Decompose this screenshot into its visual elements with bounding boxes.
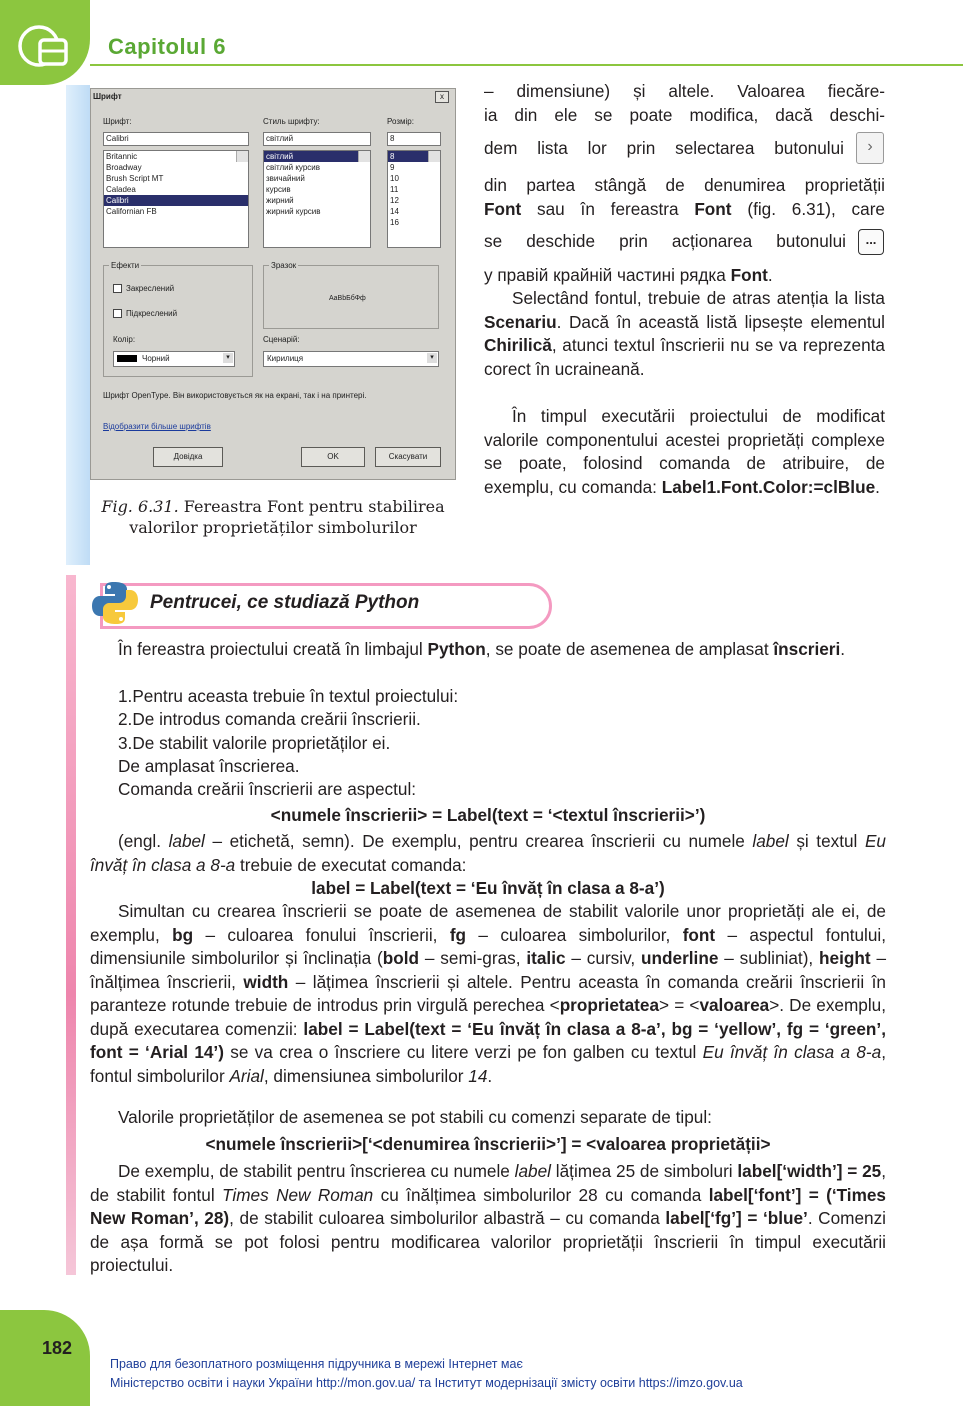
python-command-2: label = Label(text = ‘Eu învăț în clasa a 8-a’) <box>311 878 665 898</box>
style-list-item[interactable]: курсив <box>266 185 291 194</box>
chapter-icon <box>14 22 74 72</box>
style-list-item[interactable]: жирний <box>266 196 294 205</box>
chapter-title: Capitolul 6 <box>108 34 226 59</box>
underline-checkbox[interactable] <box>113 309 177 318</box>
footer-notice <box>110 1355 743 1393</box>
size-list[interactable] <box>387 150 441 248</box>
style-list-item[interactable]: світлий курсив <box>266 163 321 172</box>
size-list-item[interactable]: 12 <box>390 196 399 205</box>
side-pink-band <box>66 575 76 1275</box>
underline-label: Підкреслений <box>126 309 178 318</box>
scrollbar[interactable] <box>428 151 440 162</box>
python-step-3: 3.De stabilit valorile proprietăților ei. <box>118 733 391 753</box>
font-list-item[interactable]: Calibri <box>104 195 248 206</box>
right-line-1: – dimensiune) și altele. Valoarea fiecăre- <box>484 81 885 101</box>
size-list-item[interactable]: 10 <box>390 174 399 183</box>
figure-caption-text: Fereastra Font pentru stabilirea valorilor proprietăților simbolurilor <box>129 497 445 537</box>
ok-button[interactable]: OK <box>301 447 365 467</box>
python-paragraph-3: Simultan cu crearea înscrierii se poate de asemenea de stabilit valorile unor proprietăți ale ei, de exemplu, bg – culoarea fonului înscrierii, fg – culoarea simbolurilor, font – aspectul fontului, dimensiunile simbolurilor și înclinația (bold – semi-gras, italic – cursiv, underline – subliniat), height – înălțimea înscrierii, width – lățimea înscrierii și altele. Pentru aceasta în comanda creării înscrierii în paranteze rotunde trebuie de introdus prin virgulă perechea <proprietatea> = <valoarea>. De exemplu, după executarea comenzii: label = Label(text = ‘Eu învăț în clasa a 8-a’, bg = ‘yellow’, fg = ‘green’, font = ‘Arial 14’) se va crea o înscriere cu litere verzi pe fon galben cu textul Eu învăț în clasa a 8-a, fontul simbolurilor Arial, dimensiunea simbolurilor 14. <box>90 901 887 1086</box>
close-icon[interactable]: x <box>435 91 449 103</box>
right-line-7: у правій крайній частині рядка Font. <box>484 265 773 285</box>
size-list-item[interactable]: 9 <box>390 163 395 172</box>
python-command-3: <numele înscrierii>[‘<denumirea înscrierii>’] = <valoarea proprietății> <box>205 1134 771 1154</box>
chevron-right-icon[interactable]: › <box>856 132 884 164</box>
sample-text: AaBbБбФф <box>329 295 366 302</box>
script-select[interactable] <box>263 351 439 367</box>
chapter-corner-tab <box>0 0 90 85</box>
strike-label: Закреслений <box>126 284 175 293</box>
footer-line-1: Право для безоплатного розміщення підручника в мережі Інтернет має <box>110 1357 523 1371</box>
color-select[interactable] <box>113 351 235 367</box>
chevron-down-icon: ▾ <box>427 353 437 363</box>
python-step-5: Comanda creării înscrierii are aspectul: <box>118 779 417 799</box>
figure-caption <box>100 496 446 538</box>
script-value: Кирилиця <box>267 354 304 363</box>
font-input[interactable]: Calibri <box>103 132 249 146</box>
figure-number: Fig. 6.31. <box>101 497 179 516</box>
python-section-title: Pentrucei, ce studiază Python <box>150 592 420 613</box>
info-text: Шрифт OpenType. Він використовується як на екрані, так і на принтері. <box>103 391 367 400</box>
header-rule <box>90 64 963 66</box>
side-color-band <box>66 85 90 565</box>
strike-checkbox[interactable] <box>113 284 174 293</box>
sample-label: Зразок <box>271 261 297 270</box>
color-swatch <box>117 355 137 362</box>
dialog-title: Шрифт <box>93 92 122 101</box>
size-list-item[interactable]: 14 <box>390 207 399 216</box>
python-paragraph-4: Valorile proprietăților de asemenea se pot stabili cu comenzi separate de tipul: <box>118 1107 712 1127</box>
page-number-tab <box>0 1310 90 1406</box>
color-label: Колір: <box>113 335 136 344</box>
chevron-down-icon: ▾ <box>223 353 233 363</box>
style-list[interactable] <box>263 150 371 248</box>
scrollbar[interactable] <box>358 151 370 162</box>
font-label: Шрифт: <box>103 117 132 126</box>
script-label: Сценарій: <box>263 335 300 344</box>
font-dialog-figure <box>90 88 456 480</box>
cancel-button[interactable]: Скасувати <box>375 447 441 467</box>
right-line-6: se deschide prin acționarea butonului <box>484 231 846 251</box>
style-input[interactable]: світлий <box>263 132 371 146</box>
effects-label: Ефекти <box>111 261 140 270</box>
font-list-item[interactable]: Californian FB <box>106 207 157 216</box>
page-number: 182 <box>42 1338 73 1358</box>
style-list-item[interactable]: жирний курсив <box>266 207 321 216</box>
python-step-2: 2.De introdus comanda creării înscrierii. <box>118 709 421 729</box>
python-step-1: 1.Pentru aceasta trebuie în textul proiectului: <box>118 686 459 706</box>
footer-line-2: Міністерство освіти і науки України http://mon.gov.ua/ та Інститут модернізації змісту освіти https://imzo.gov.ua <box>110 1376 743 1390</box>
right-line-3: dem lista lor prin selectarea butonului <box>484 138 844 158</box>
font-list-item[interactable]: Broadway <box>106 163 142 172</box>
font-list[interactable] <box>103 150 249 248</box>
size-list-item[interactable]: 8 <box>388 151 440 162</box>
right-line-4: din partea stângă de denumirea proprietății <box>484 175 885 195</box>
python-step-4: De amplasat înscrierea. <box>118 756 300 776</box>
right-paragraph-2: Selectând fontul, trebuie de atras atenția la lista Scenariu. Dacă în această listă lipsește elementul Chirilică, atunci textul înscrierii nu se va reprezenta corect în ucraineană. <box>484 288 885 379</box>
right-line-2: ia din ele se poate modifica, dacă deschi- <box>484 105 885 125</box>
style-list-item[interactable]: світлий <box>264 151 370 162</box>
scrollbar[interactable] <box>236 151 248 162</box>
size-list-item[interactable]: 16 <box>390 218 399 227</box>
font-list-item[interactable]: Britannic <box>106 152 138 161</box>
size-input[interactable]: 8 <box>387 132 441 146</box>
python-command-1: <numele înscrierii> = Label(text = ‘<textul înscrierii>’) <box>270 805 706 825</box>
help-button[interactable]: Довідка <box>153 447 223 467</box>
style-list-item[interactable]: звичайний <box>266 174 305 183</box>
right-paragraph-3: În timpul executării proiectului de modificat valorile componentului acestei proprietăți complexe se poate, folosind comanda de atribuire, de exemplu, cu comanda: Label1.Font.Color:=clBlue. <box>484 406 885 497</box>
size-label: Розмір: <box>387 117 414 126</box>
color-value: Чорний <box>142 354 170 363</box>
ellipsis-button-icon[interactable]: ... <box>858 229 884 255</box>
right-line-5: Font sau în fereastra Font (fig. 6.31), care <box>484 199 885 219</box>
python-logo-icon <box>88 576 142 630</box>
font-list-item[interactable]: Caladea <box>106 185 136 194</box>
python-paragraph-1: În fereastra proiectului creată în limbajul Python, se poate de asemenea de amplasat înscrieri. <box>118 639 846 659</box>
font-list-item[interactable]: Brush Script MT <box>106 174 164 183</box>
more-fonts-link[interactable]: Відобразити більше шрифтів <box>103 422 211 431</box>
size-list-item[interactable]: 11 <box>390 185 399 194</box>
python-paragraph-2: (engl. label – etichetă, semn). De exemplu, pentru crearea înscrierii cu numele label și textul Eu învăț în clasa a 8-a trebuie de executat comanda: <box>90 831 886 875</box>
style-label: Стиль шрифту: <box>263 117 320 126</box>
python-paragraph-5: De exemplu, de stabilit pentru înscrierea cu numele label lățimea 25 de simboluri label[‘width’] = 25, de stabilit fontul Times New Roman cu înălțimea simbolurilor 28 cu comanda label[‘font’] = (‘Times New Roman’, 28), de stabilit culoarea simbolurilor albastră – cu comanda label[‘fg’] = ‘blue’. Comenzi de așa formă se pot folosi pentru modificarea valorilor proprietății înscrierii în timpul executării proiectului. <box>90 1161 887 1275</box>
